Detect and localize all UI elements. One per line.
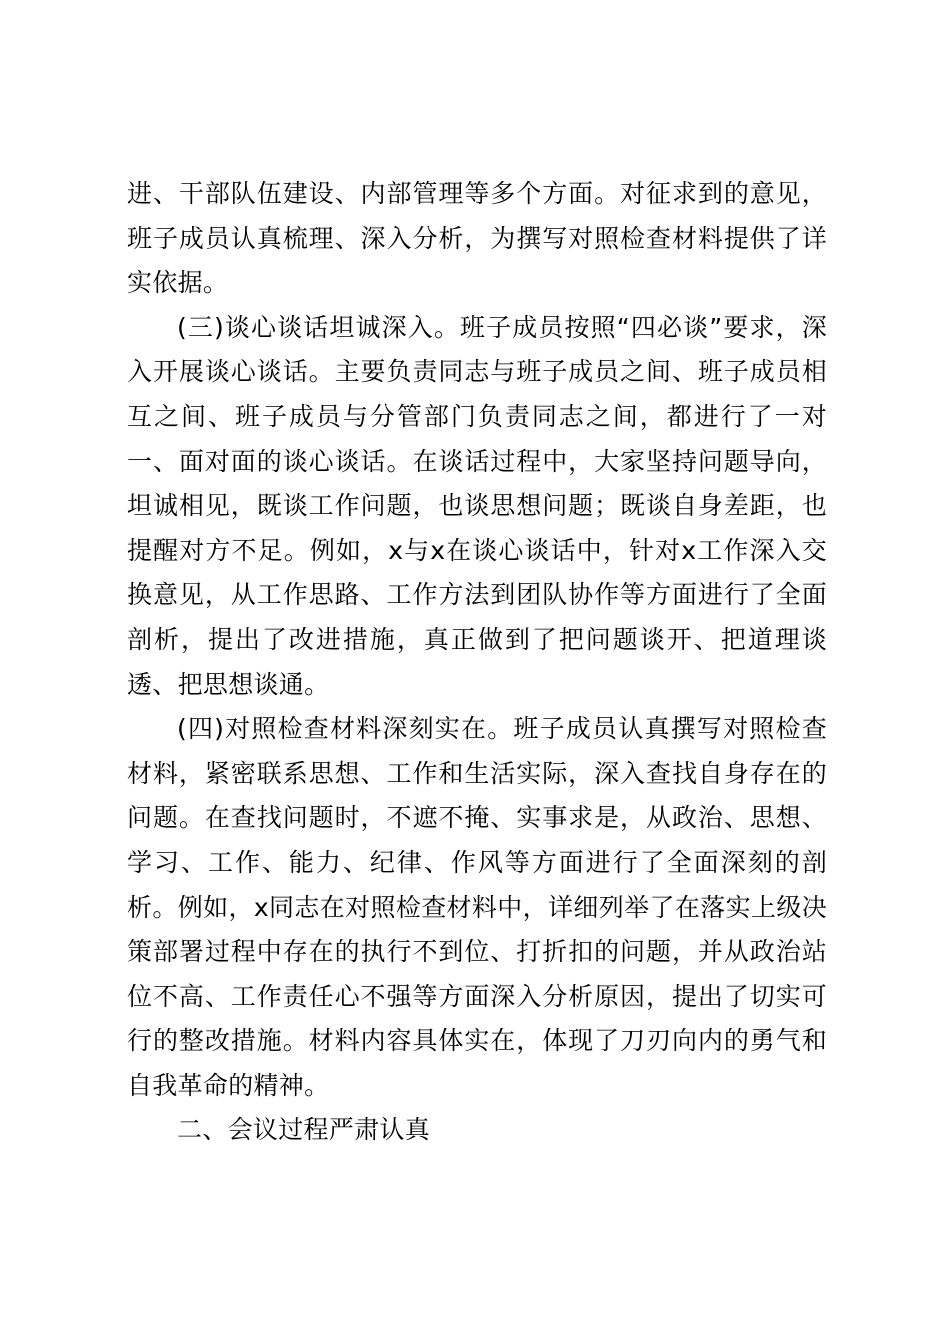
section-heading-meeting-process: 二、会议过程严肃认真 [177, 1115, 431, 1145]
paragraph-inspection-materials: (四)对照检查材料深刻实在。班子成员认真撰写对照检查材料，紧密联系思想、工作和生活实际，深入查找自身存在的问题。在查找问题时，不遮不掩、实事求是，从政治、思想、学习、工作、能力、纪律、作风等方面进行了全面深刻的剖析。例如，x同志在对照检查材料中，详细列举了在落实上级决策部署过程中存在的执行不到位、打折扣的问题，并从政治站位不高、工作责任心不强等方面深入分析原因，提出了切实可行的整改措施。材料内容具体实在，体现了刀刃向内的勇气和自我革命的精神。 [127, 714, 827, 1100]
paragraph-heart-to-heart-talks: (三)谈心谈话坦诚深入。班子成员按照“四必谈”要求，深入开展谈心谈话。主要负责同志与班子成员之间、班子成员相互之间、班子成员与分管部门负责同志之间，都进行了一对一、面对面的谈心谈话。在谈话过程中，大家坚持问题导向，坦诚相见，既谈工作问题，也谈思想问题；既谈自身差距，也提醒对方不足。例如，x与x在谈心谈话中，针对x工作深入交换意见，从工作思路、工作方法到团队协作等方面进行了全面剖析，提出了改进措施，真正做到了把问题谈开、把道理谈透、把思想谈通。 [127, 312, 827, 699]
paragraph-continuation: 进、干部队伍建设、内部管理等多个方面。对征求到的意见，班子成员认真梳理、深入分析，为撰写对照检查材料提供了详实依据。 [127, 179, 827, 298]
document-body [127, 172, 827, 1153]
